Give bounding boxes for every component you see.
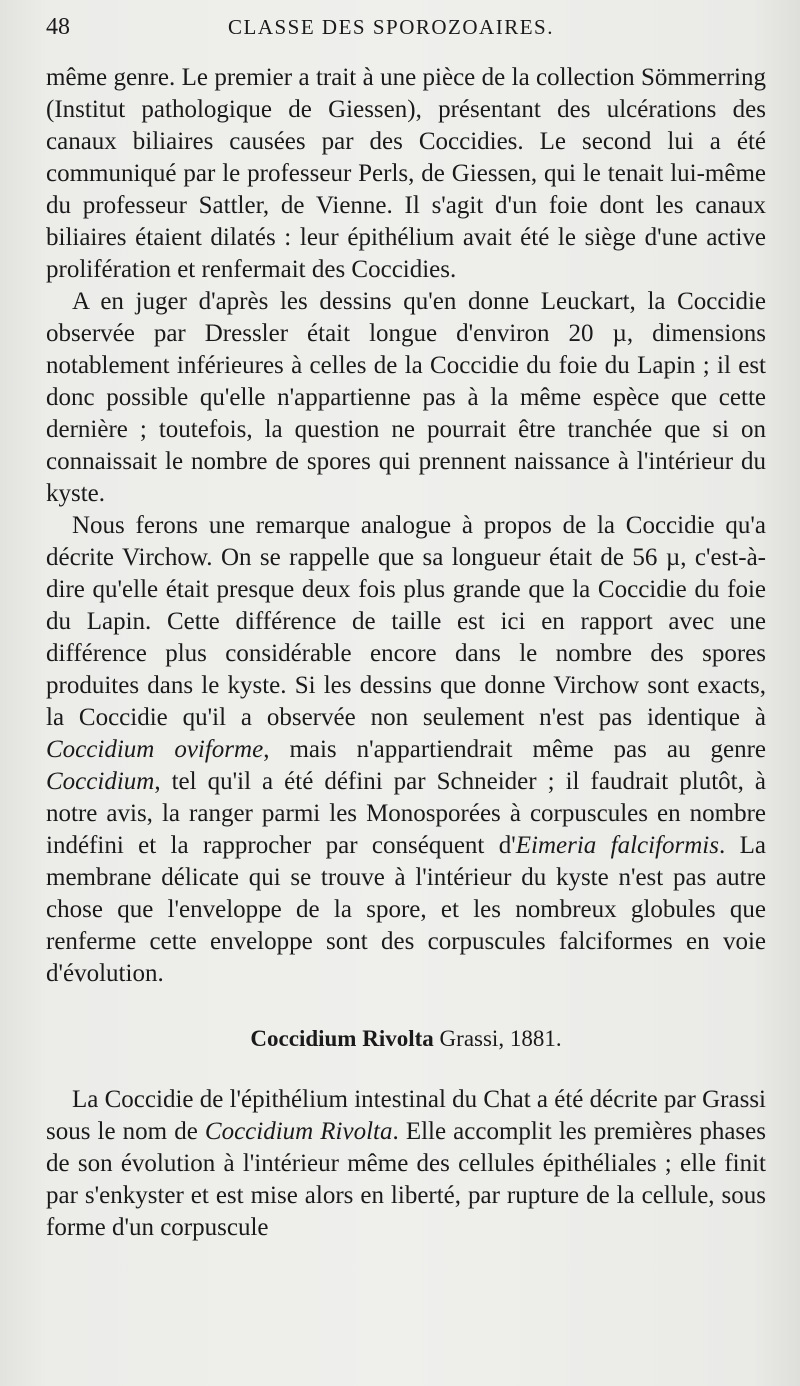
running-head: CLASSE DES SPOROZOAIRES. xyxy=(228,15,554,39)
page-number: 48 xyxy=(46,14,70,40)
text-run: . La membrane délicate qui se trouve à l'intérieur du kyste n'est pas autre chose que l'enveloppe de la spore, et les nombreux globules que renferme cette enveloppe sont des corpuscules falciformes en voie d'évolution. xyxy=(46,832,766,987)
italic-taxon: Coccidium oviforme xyxy=(46,736,264,763)
page-header xyxy=(46,14,766,54)
text-run: . Elle accomplit les premières phases de son évolution à l'intérieur même des cellules épithéliales ; elle finit par s'enkyster et est mise alors en liberté, par rupture de la cellule, sous forme d'un corpuscule xyxy=(46,1118,766,1241)
paragraph-dressler: A en juger d'après les dessins qu'en donne Leuckart, la Coccidie observée par Dressler était longue d'environ 20 µ, dimensions notablement inférieures à celles de la Coccidie du foie du Lapin ; il est donc possible qu'elle n'appartienne pas à la même espèce que cette dernière ; toutefois, la question ne pourrait être tranchée que si on connaissait le nombre de spores qui prennent naissance à l'intérieur du kyste. xyxy=(46,288,766,507)
text-run: Nous ferons une remarque analogue à propos de la Coccidie qu'a décrite Virchow. On se rappelle que sa longueur était de 56 µ, c'est-à-dire qu'elle était presque deux fois plus grande que la Coccidie du foie du Lapin. Cette différence de taille est ici en rapport avec une différence plus considérable encore dans le nombre des spores produites dans le kyste. Si les dessins que donne Virchow sont exacts, la Coccidie qu'il a observée non seulement n'est pas identique à xyxy=(46,512,766,731)
heading-genus: Coccidium xyxy=(250,1026,357,1051)
italic-taxon: Coccidium Rivolta xyxy=(204,1118,393,1145)
paragraph-rivolta xyxy=(46,1084,766,1244)
text-run: La Coccidie de l'épithélium intestinal du Chat a été décrite par Grassi sous le nom de xyxy=(46,1086,766,1145)
italic-taxon: Eimeria falciformis xyxy=(515,832,719,859)
text-run: , tel qu'il a été défini par Schneider ; il faudrait plutôt, à notre avis, la ranger parmi les Monosporées à corpuscules en nombre indéfini et la rapprocher par conséquent d' xyxy=(46,768,766,859)
heading-authority: Grassi, 1881. xyxy=(439,1026,562,1051)
heading-species: Rivolta xyxy=(362,1026,434,1051)
italic-taxon: Coccidium xyxy=(46,768,155,795)
text-run: , mais n'appartiendrait même pas au genre xyxy=(263,736,766,763)
page-body xyxy=(46,62,766,1244)
paragraph-virchow xyxy=(46,510,766,990)
section-heading xyxy=(46,1024,766,1054)
paragraph-continued: même genre. Le premier a trait à une pièce de la collection Sömmerring (Institut pathologique de Giessen), présentant des ulcérations des canaux biliaires causées par des Coccidies. Le second lui a été communiqué par le professeur Perls, de Giessen, qui le tenait lui-même du professeur Sattler, de Vienne. Il s'agit d'un foie dont les canaux biliaires étaient dilatés : leur épithélium avait été le siège d'une active prolifération et renfermait des Coccidies. xyxy=(46,64,766,283)
